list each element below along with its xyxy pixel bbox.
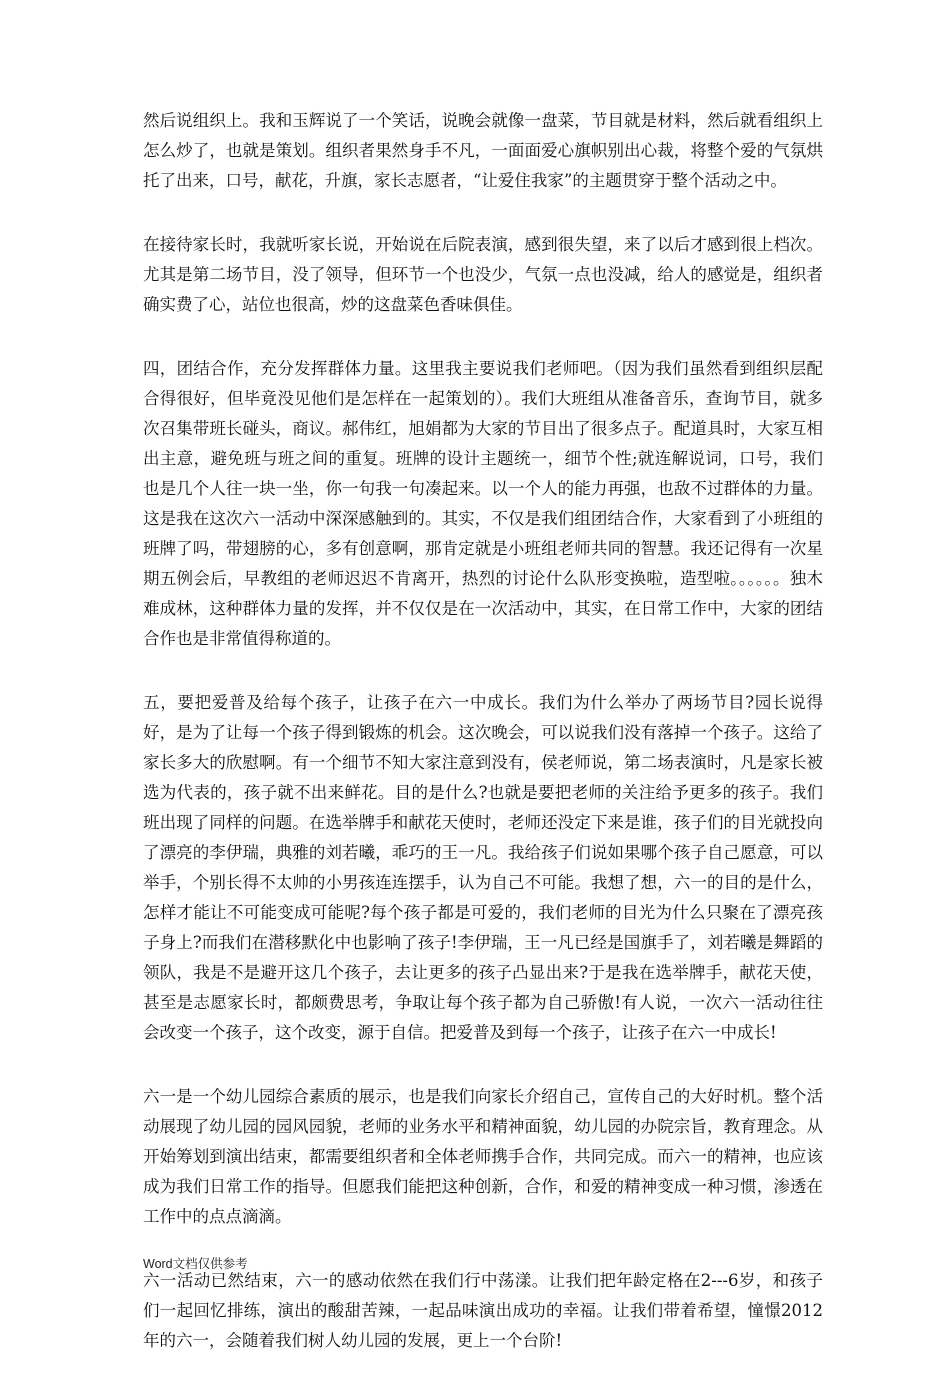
paragraph-parent-feedback: 在接待家长时，我就听家长说，开始说在后院表演，感到很失望，来了以后才感到很上档次。尤其是第二场节目，没了领导，但环节一个也没少，气氛一点也没减，给人的感觉是，组织者确实费了心，站位也很高，炒的这盘菜色香味俱佳。	[143, 235, 823, 314]
paragraph-teamwork: 四，团结合作，充分发挥群体力量。这里我主要说我们老师吧。（因为我们虽然看到组织层配合得很好，但毕竟没见他们是怎样在一起策划的）。我们大班组从准备音乐，查询节目，就多次召集带班长碰头，商议。郝伟红，旭娟都为大家的节目出了很多点子。配道具时，大家互相出主意，避免班与班之间的重复。班牌的设计主题统一，细节个性;就连解说词，口号，我们也是几个人往一块一坐，你一句我一句凑起来。以一个人的能力再强，也敌不过群体的力量。这是我在这次六一活动中深深感触到的。其实，不仅是我们组团结合作，大家看到了小班组的班牌了吗，带翅膀的心，多有创意啊，那肯定就是小班组老师共同的智慧。我还记得有一次星期五例会后，早教组的老师迟迟不肯离开，热烈的讨论什么队形变换啦，造型啦。。。。。。独木难成林，这种群体力量的发挥，并不仅仅是在一次活动中，其实，在日常工作中，大家的团结合作也是非常值得称道的。	[143, 359, 823, 648]
paragraph-organization: 然后说组织上。我和玉辉说了一个笑话，说晚会就像一盘菜，节目就是材料，然后就看组织上怎么炒了，也就是策划。组织者果然身手不凡，一面面爱心旗帜别出心裁，将整个爱的气氛烘托了出来，口号，献花，升旗，家长志愿者，“让爱住我家”的主题贯穿于整个活动之中。	[143, 111, 823, 190]
paragraph-conclusion: 六一活动已然结束，六一的感动依然在我们行中荡漾。让我们把年龄定格在2---6岁，和孩子们一起回忆排练，演出的酸甜苦辣，一起品味演出成功的幸福。让我们带着希望，憧憬2012年的六一，会随着我们树人幼儿园的发展，更上一个台阶!	[143, 1271, 823, 1350]
footer-note: Word文档仅供参考	[143, 1257, 248, 1271]
paragraph-kindergarten-showcase: 六一是一个幼儿园综合素质的展示，也是我们向家长介绍自己，宣传自己的大好时机。整个活动展现了幼儿园的园风园貌，老师的业务水平和精神面貌，幼儿园的办院宗旨，教育理念。从开始筹划到演出结束，都需要组织者和全体老师携手合作，共同完成。而六一的精神，也应该成为我们日常工作的指导。但愿我们能把这种创新，合作，和爱的精神变成一种习惯，渗透在工作中的点点滴滴。	[143, 1087, 823, 1226]
document-body	[143, 106, 823, 1390]
paragraph-love-every-child: 五，要把爱普及给每个孩子，让孩子在六一中成长。我们为什么举办了两场节目?园长说得好，是为了让每一个孩子得到锻炼的机会。这次晚会，可以说我们没有落掉一个孩子。这给了家长多大的欣慰啊。有一个细节不知大家注意到没有，侯老师说，第二场表演时，凡是家长被选为代表的，孩子就不出来鲜花。目的是什么?也就是要把老师的关注给予更多的孩子。我们班出现了同样的问题。在选举牌手和献花天使时，老师还没定下来是谁，孩子们的目光就投向了漂亮的李伊瑞，典雅的刘若曦，乖巧的王一凡。我给孩子们说如果哪个孩子自己愿意，可以举手，个别长得不太帅的小男孩连连摆手，认为自己不可能。我想了想，六一的目的是什么，怎样才能让不可能变成可能呢?每个孩子都是可爱的，我们老师的目光为什么只聚在了漂亮孩子身上?而我们在潜移默化中也影响了孩子!李伊瑞，王一凡已经是国旗手了，刘若曦是舞蹈的领队，我是不是避开这几个孩子，去让更多的孩子凸显出来?于是我在选举牌手，献花天使，甚至是志愿家长时，都颇费思考，争取让每个孩子都为自己骄傲!有人说，一次六一活动往往会改变一个孩子，这个改变，源于自信。把爱普及到每一个孩子，让孩子在六一中成长!	[143, 693, 823, 1042]
